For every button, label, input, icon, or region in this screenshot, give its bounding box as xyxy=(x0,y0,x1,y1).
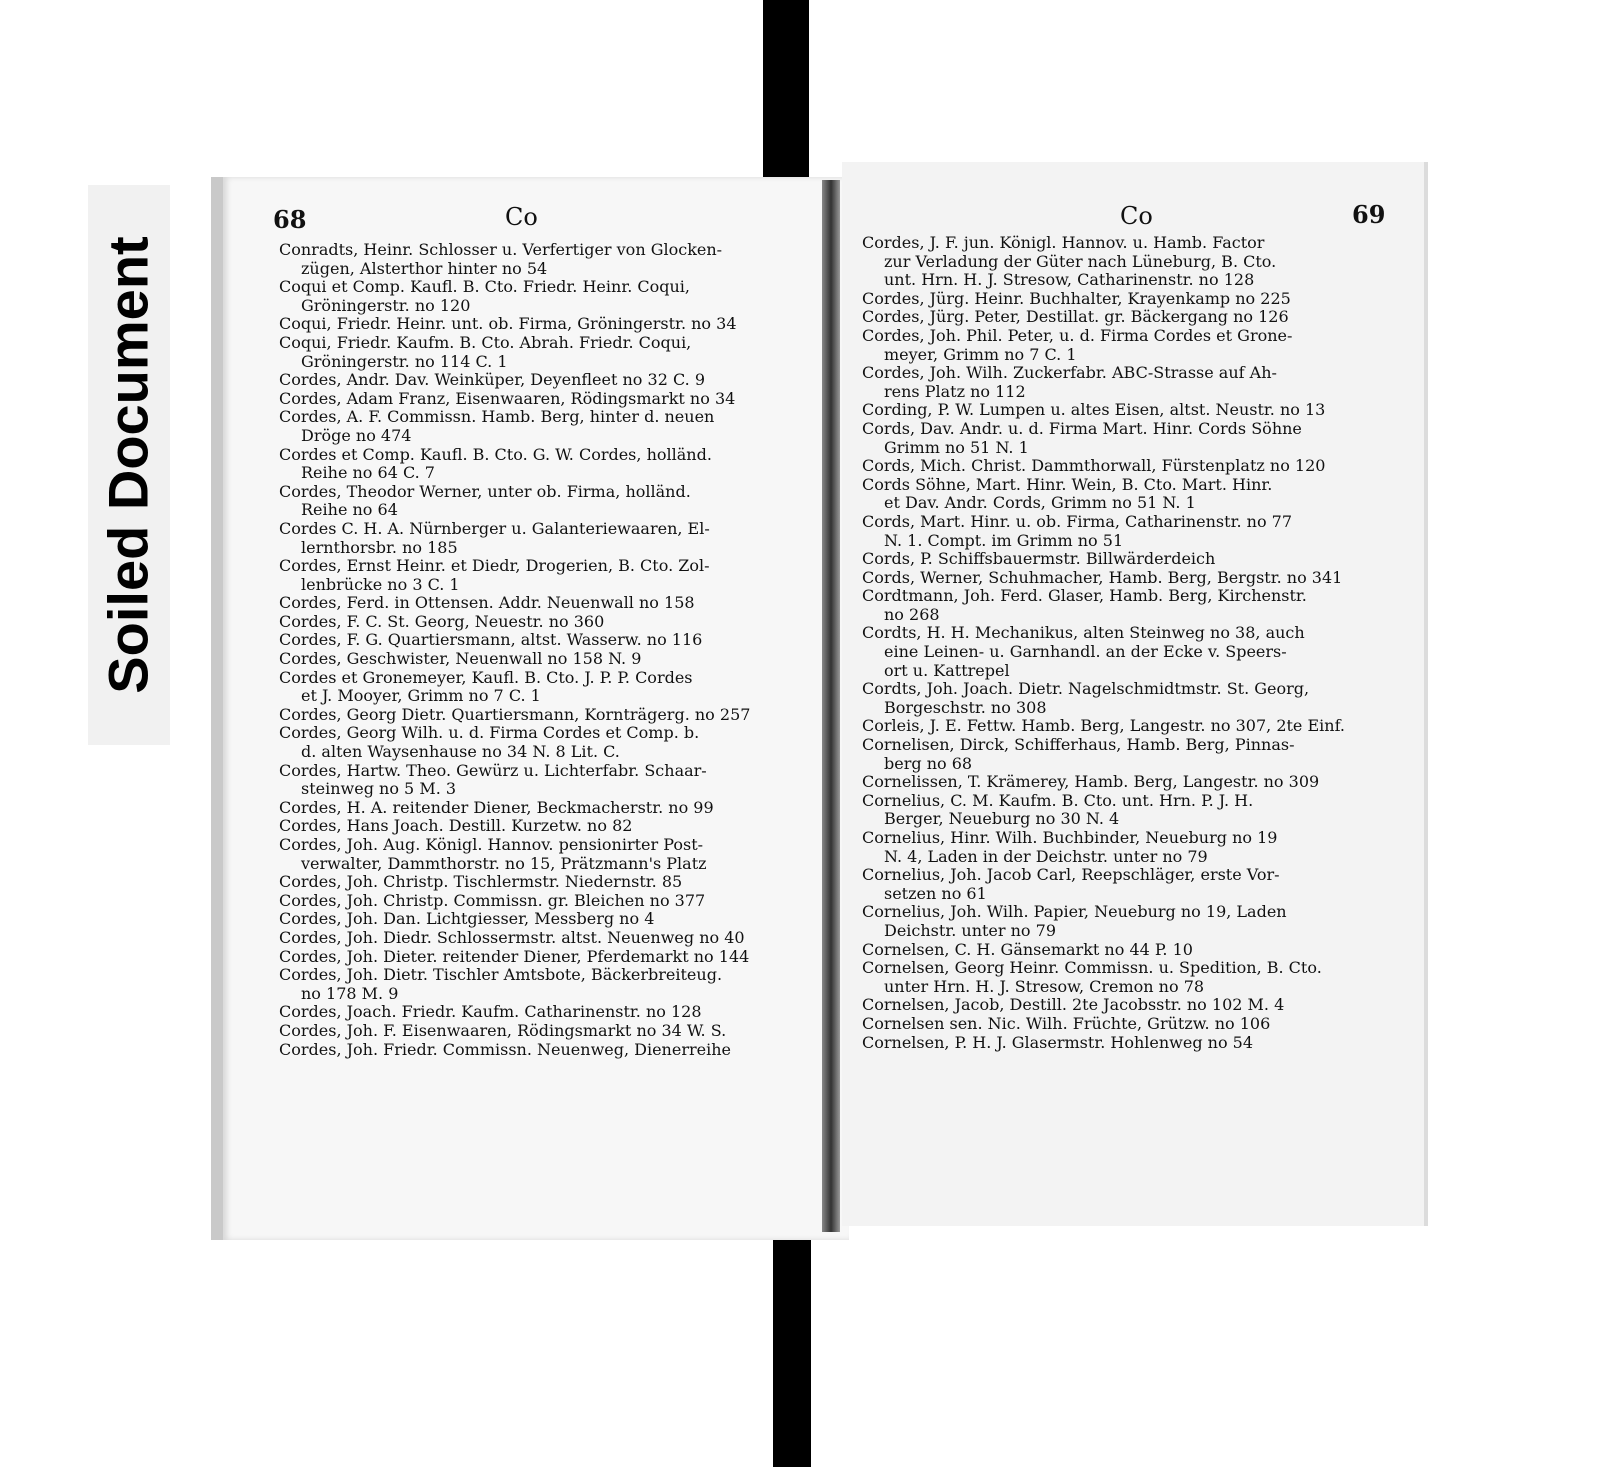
directory-entry: Cordes, Joh. Diedr. Schlossermstr. altst. Neuenweg no 40 xyxy=(279,928,745,947)
directory-entry: Cordes, Joh. Wilh. Zuckerfabr. ABC-Strasse auf Ah- rens Platz no 112 xyxy=(862,364,1277,401)
directory-entry: Cordes, Ferd. in Ottensen. Addr. Neuenwall no 158 xyxy=(279,594,695,613)
left-page xyxy=(211,177,849,1240)
directory-entry: Cordes, Joh. Aug. Königl. Hannov. pensionirter Post- verwalter, Dammthorstr. no 15, Prätzmann's Platz xyxy=(279,836,707,873)
directory-entry: Conradts, Heinr. Schlosser u. Verfertiger von Glocken- zügen, Alsterthor hinter no 54 xyxy=(279,241,723,278)
directory-entry: Cords, Mart. Hinr. u. ob. Firma, Catharinenstr. no 77 N. 1. Compt. im Grimm no 51 xyxy=(862,512,1293,550)
directory-entry: Cornelsen, Georg Heinr. Commissn. u. Spedition, B. Cto. unter Hrn. H. J. Stresow, Cremon no 78 xyxy=(862,959,1322,996)
directory-entry: Cornelius, C. M. Kaufm. B. Cto. unt. Hrn. P. J. H. Berger, Neueburg no 30 N. 4 xyxy=(862,791,1254,829)
directory-entry: Cordes, Joh. Christp. Tischlermstr. Niedernstr. 85 xyxy=(279,873,683,892)
directory-entry: Cordes, Joh. Christp. Commissn. gr. Bleichen no 377 xyxy=(279,891,706,910)
directory-entry: Corleis, J. E. Fettw. Hamb. Berg, Langestr. no 307, 2te Einf. xyxy=(862,717,1346,736)
directory-entry: Cordes, H. A. reitender Diener, Beckmacherstr. no 99 xyxy=(279,798,714,817)
directory-entry: Cordes C. H. A. Nürnberger u. Galanteriewaaren, El- lernthorsbr. no 185 xyxy=(279,519,710,557)
directory-entry: Coqui, Friedr. Heinr. unt. ob. Firma, Gröningerstr. no 34 xyxy=(279,315,737,334)
directory-entry: Cords, Werner, Schuhmacher, Hamb. Berg, Bergstr. no 341 xyxy=(862,568,1343,587)
right-page-number: 69 xyxy=(1352,200,1386,229)
directory-entry: Cords, Mich. Christ. Dammthorwall, Fürstenplatz no 120 xyxy=(862,457,1326,476)
directory-entry: Cordes, J. F. jun. Königl. Hannov. u. Hamb. Factor zur Verladung der Güter nach Lüneburg, B. Cto. unt. Hrn. H. J. Stresow, Catharinenstr. no 128 xyxy=(862,234,1277,290)
directory-entry: Cordes, Theodor Werner, unter ob. Firma, holländ. Reihe no 64 xyxy=(279,482,691,520)
directory-entry: Cordes et Gronemeyer, Kaufl. B. Cto. J. P. P. Cordes et J. Mooyer, Grimm no 7 C. 1 xyxy=(279,668,693,706)
directory-entry: Cordes, Joh. Dietr. Tischler Amtsbote, Bäckerbreiteug. no 178 M. 9 xyxy=(279,966,723,1003)
directory-entry: Coqui, Friedr. Kaufm. B. Cto. Abrah. Friedr. Coqui, Gröningerstr. no 114 C. 1 xyxy=(279,333,692,371)
directory-entry: Coqui et Comp. Kaufl. B. Cto. Friedr. Heinr. Coqui, Gröningerstr. no 120 xyxy=(279,278,691,315)
directory-entry: Cordes, Joh. Phil. Peter, u. d. Firma Cordes et Grone- meyer, Grimm no 7 C. 1 xyxy=(862,326,1293,364)
left-column-heading: Co xyxy=(505,203,538,231)
right-page xyxy=(842,162,1428,1226)
directory-entry: Cords, P. Schiffsbauermstr. Billwärderdeich xyxy=(862,550,1216,569)
directory-entry: Cornelissen, T. Krämerey, Hamb. Berg, Langestr. no 309 xyxy=(862,773,1320,792)
directory-entry: Cordes, Ernst Heinr. et Diedr, Drogerien, B. Cto. Zol- lenbrücke no 3 C. 1 xyxy=(279,557,710,594)
directory-entry: Cordes, Jürg. Peter, Destillat. gr. Bäckergang no 126 xyxy=(862,308,1289,327)
directory-entry: Cords, Dav. Andr. u. d. Firma Mart. Hinr. Cords Söhne Grimm no 51 N. 1 xyxy=(862,419,1302,457)
directory-entry: Cordes, Jürg. Heinr. Buchhalter, Krayenkamp no 225 xyxy=(862,289,1291,308)
directory-entry: Cordes, A. F. Commissn. Hamb. Berg, hinter d. neuen Dröge no 474 xyxy=(279,408,715,445)
directory-entry: Cords Söhne, Mart. Hinr. Wein, B. Cto. Mart. Hinr. et Dav. Andr. Cords, Grimm no 51 N. 1 xyxy=(862,475,1273,513)
directory-entry: Cordes, Joach. Friedr. Kaufm. Catharinenstr. no 128 xyxy=(279,1003,702,1022)
directory-entry: Cornelisen, Dirck, Schifferhaus, Hamb. Berg, Pinnas- berg no 68 xyxy=(862,736,1295,773)
directory-entry: Cordts, Joh. Joach. Dietr. Nagelschmidtmstr. St. Georg, Borgeschstr. no 308 xyxy=(862,680,1310,717)
soiled-document-label: Soiled Document xyxy=(96,236,160,694)
directory-entry: Cordes, Geschwister, Neuenwall no 158 N. 9 xyxy=(279,650,642,669)
binding-strip-top xyxy=(763,0,809,182)
right-column-heading: Co xyxy=(1120,202,1153,230)
directory-entry: Cordts, H. H. Mechanikus, alten Steinweg no 38, auch eine Leinen- u. Garnhandl. an der Ecke v. Speers- ort u. Kattrepel xyxy=(862,624,1305,680)
directory-entry: Cording, P. W. Lumpen u. altes Eisen, altst. Neustr. no 13 xyxy=(862,401,1326,420)
directory-entry: Cordes, Hartw. Theo. Gewürz u. Lichterfabr. Schaar- steinweg no 5 M. 3 xyxy=(279,761,707,799)
directory-entry: Cordes, Andr. Dav. Weinküper, Deyenfleet no 32 C. 9 xyxy=(279,371,705,390)
directory-entry: Cordes, F. G. Quartiersmann, altst. Wasserw. no 116 xyxy=(279,631,703,650)
binding-strip-bottom xyxy=(773,1231,811,1467)
directory-entry: Cordes, Georg Wilh. u. d. Firma Cordes et Comp. b. d. alten Waysenhause no 34 N. 8 Lit. C. xyxy=(279,724,700,762)
directory-entry: Cordes, Joh. Dan. Lichtgiesser, Messberg no 4 xyxy=(279,910,655,929)
directory-entry: Cornelius, Joh. Jacob Carl, Reepschläger, erste Vor- setzen no 61 xyxy=(862,866,1280,903)
directory-entry: Cornelsen, C. H. Gänsemarkt no 44 P. 10 xyxy=(862,940,1193,959)
directory-entry: Cornelsen, Jacob, Destill. 2te Jacobsstr. no 102 M. 4 xyxy=(862,996,1285,1015)
directory-entry: Cornelius, Hinr. Wilh. Buchbinder, Neueburg no 19 N. 4, Laden in der Deichstr. unter no 79 xyxy=(862,829,1278,866)
directory-entry: Cornelsen sen. Nic. Wilh. Früchte, Grützw. no 106 xyxy=(862,1014,1271,1033)
directory-entry: Cordtmann, Joh. Ferd. Glaser, Hamb. Berg, Kirchenstr. no 268 xyxy=(862,587,1307,624)
directory-entry: Cornelsen, P. H. J. Glasermstr. Hohlenweg no 54 xyxy=(862,1033,1254,1052)
directory-entry: Cordes, F. C. St. Georg, Neuestr. no 360 xyxy=(279,612,605,631)
directory-entry: Cordes, Joh. F. Eisenwaaren, Rödingsmarkt no 34 W. S. xyxy=(279,1021,727,1040)
book-gutter xyxy=(822,180,840,1232)
directory-entry: Cordes, Georg Dietr. Quartiersmann, Kornträgerg. no 257 xyxy=(279,705,751,724)
directory-entry: Cordes, Joh. Friedr. Commissn. Neuenweg, Dienerreihe xyxy=(279,1040,731,1059)
directory-entry: Cordes et Comp. Kaufl. B. Cto. G. W. Cordes, holländ. Reihe no 64 C. 7 xyxy=(279,445,712,483)
left-page-number: 68 xyxy=(273,205,307,234)
left-entry-list xyxy=(279,241,827,1059)
directory-entry: Cornelius, Joh. Wilh. Papier, Neueburg no 19, Laden Deichstr. unter no 79 xyxy=(862,903,1287,940)
right-entry-list xyxy=(862,234,1402,1052)
directory-entry: Cordes, Joh. Dieter. reitender Diener, Pferdemarkt no 144 xyxy=(279,947,750,966)
directory-entry: Cordes, Hans Joach. Destill. Kurzetw. no 82 xyxy=(279,817,633,836)
directory-entry: Cordes, Adam Franz, Eisenwaaren, Rödingsmarkt no 34 xyxy=(279,389,736,408)
